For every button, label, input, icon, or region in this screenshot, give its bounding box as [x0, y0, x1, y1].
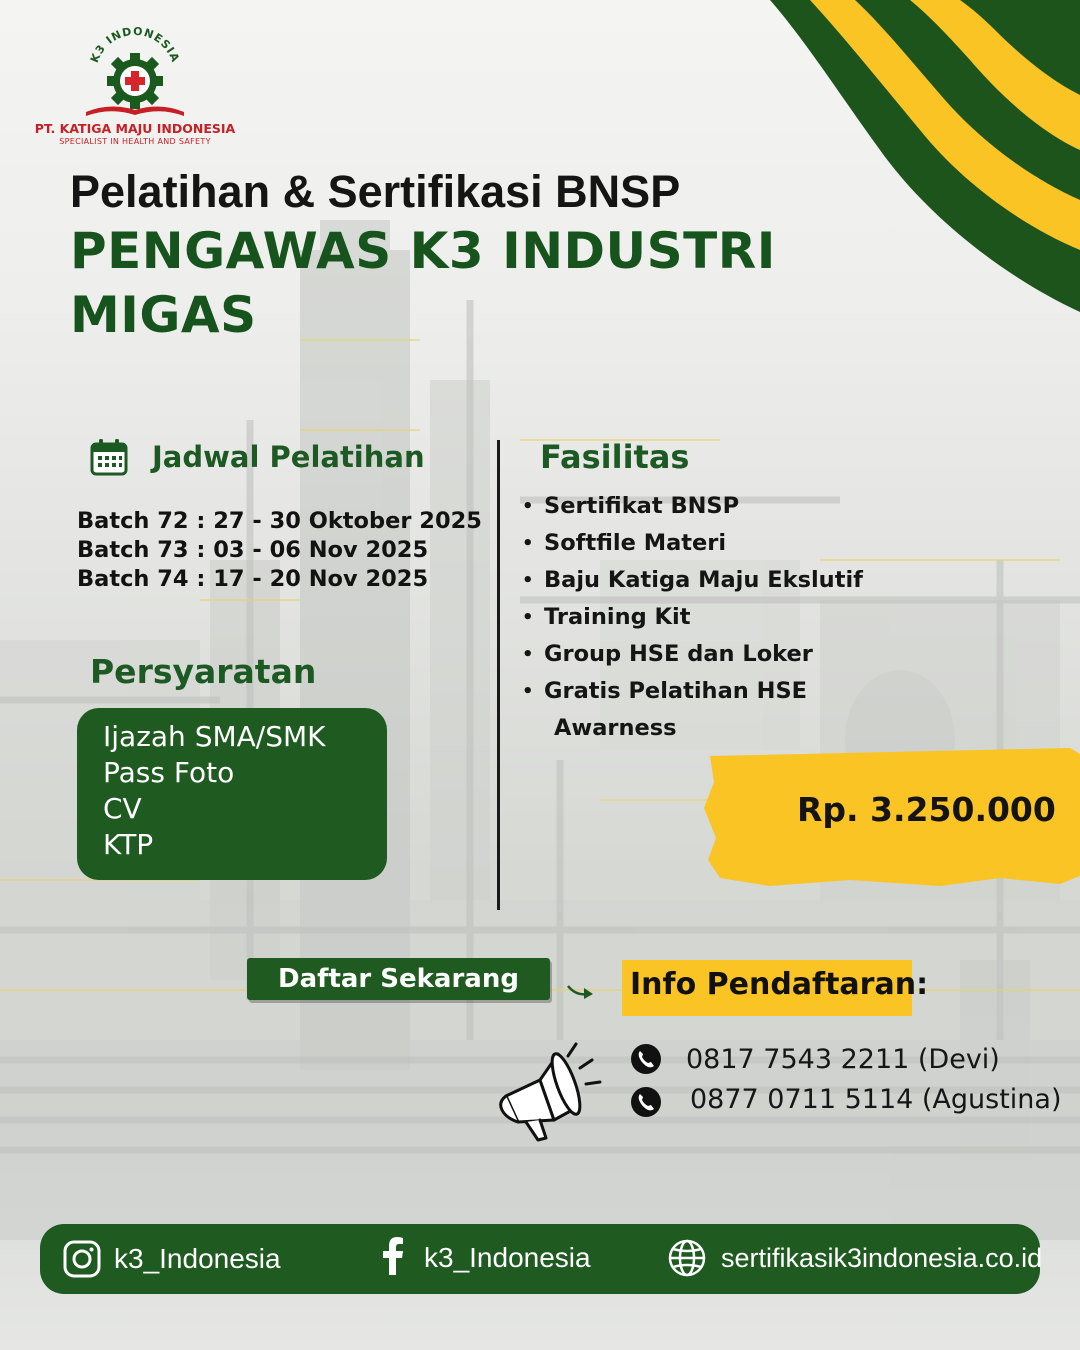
page-title-line-2: MIGAS [70, 286, 257, 344]
arrow-right-icon [566, 982, 596, 1002]
page-title-line-1: PENGAWAS K3 INDUSTRI [70, 222, 776, 280]
logo-arc-text: K3 INDONESIA [87, 26, 183, 65]
facility-item: • Gratis Pelatihan HSE Awarness [520, 673, 863, 747]
facility-item: • Softfile Materi [520, 525, 863, 562]
facility-item: • Sertifikat BNSP [520, 488, 863, 525]
globe-icon[interactable] [667, 1238, 707, 1278]
requirements-heading: Persyaratan [90, 652, 317, 691]
company-tagline: SPECIALIST IN HEALTH AND SAFETY [59, 137, 211, 146]
company-name: PT. KATIGA MAJU INDONESIA [34, 121, 236, 136]
facility-item: • Group HSE dan Loker [520, 636, 863, 673]
requirement-item: CV [103, 792, 142, 825]
column-divider [497, 440, 500, 910]
megaphone-icon [496, 1040, 606, 1150]
facilities-list [520, 488, 863, 747]
calendar-icon [90, 438, 128, 476]
phone-icon [630, 1043, 662, 1075]
website-link[interactable]: sertifikasik3indonesia.co.id [721, 1243, 1043, 1273]
phone-icon [630, 1086, 662, 1118]
batch-72: Batch 72 : 27 - 30 Oktober 2025 [77, 508, 482, 534]
schedule-heading: Jadwal Pelatihan [152, 440, 425, 474]
instagram-handle[interactable]: k3_Indonesia [114, 1243, 281, 1274]
register-now-button[interactable]: Daftar Sekarang [247, 958, 550, 1000]
instagram-icon[interactable] [62, 1239, 102, 1279]
corner-swoosh-decoration [760, 0, 1080, 320]
requirement-item: KTP [103, 828, 154, 861]
facility-item-continuation: Awarness [554, 715, 677, 741]
requirement-item: Pass Foto [103, 756, 235, 789]
facilities-heading: Fasilitas [540, 438, 690, 476]
facebook-icon[interactable] [382, 1237, 404, 1275]
facility-item: • Baju Katiga Maju Ekslutif [520, 562, 863, 599]
info-heading: Info Pendaftaran: [630, 967, 929, 1002]
contact-phone-1[interactable]: 0817 7543 2211 (Devi) [686, 1044, 1000, 1075]
page-subtitle: Pelatihan & Sertifikasi BNSP [70, 166, 681, 217]
company-logo [80, 26, 190, 122]
facebook-handle[interactable]: k3_Indonesia [424, 1242, 591, 1273]
batch-73: Batch 73 : 03 - 06 Nov 2025 [77, 537, 429, 563]
requirement-item: Ijazah SMA/SMK [103, 720, 326, 753]
contact-phone-2[interactable]: 0877 0711 5114 (Agustina) [690, 1084, 1062, 1115]
price-label: Rp. 3.250.000 [797, 790, 1056, 829]
facility-item: • Training Kit [520, 599, 863, 636]
batch-74: Batch 74 : 17 - 20 Nov 2025 [77, 566, 429, 592]
